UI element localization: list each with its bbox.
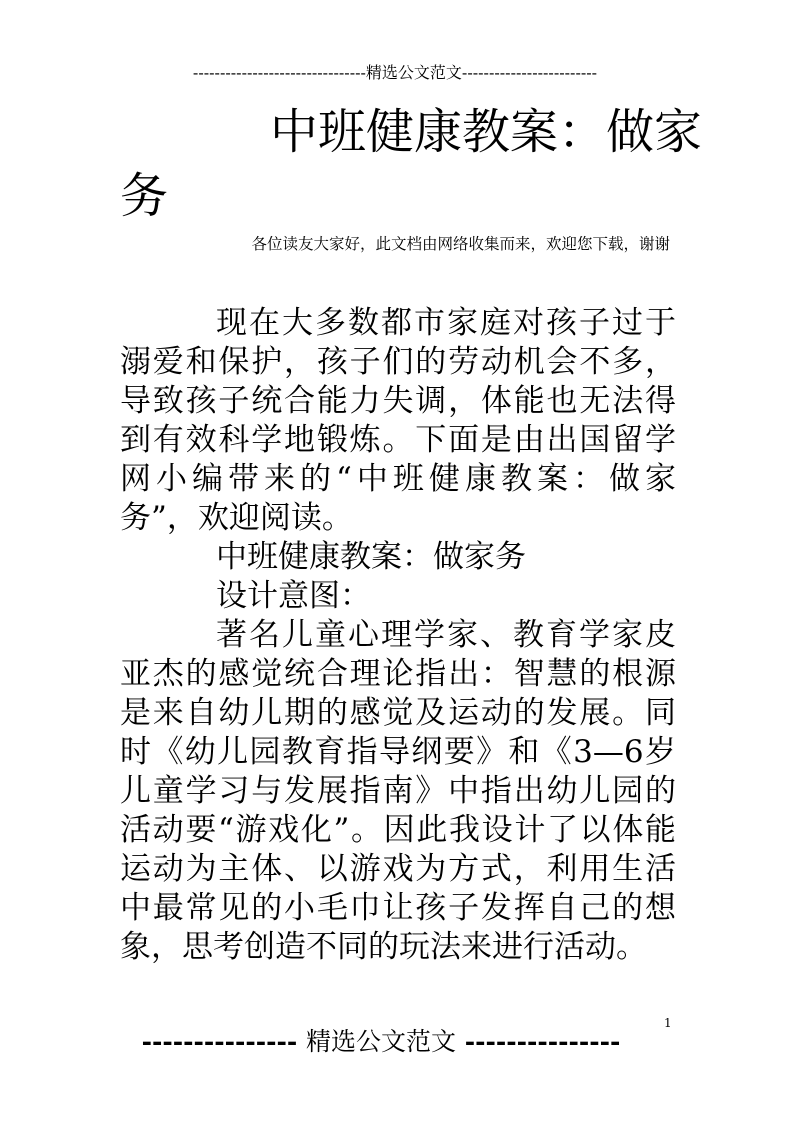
intro-paragraph: 现在大多数都市家庭对孩子过于溺爱和保护，孩子们的劳动机会不多，导致孩子统合能力失调，体能也无法得到有效科学地锻炼。下面是由出国留学网小编带来的“中班健康教案：做家务”，欢迎阅读。 bbox=[120, 305, 676, 536]
design-intent-heading: 设计意图： bbox=[216, 578, 371, 614]
page-number: 1 bbox=[664, 1016, 672, 1030]
footer-dashes-right: --------------- bbox=[464, 1027, 621, 1056]
section-heading: 中班健康教案：做家务 bbox=[216, 539, 526, 575]
document-subtitle: 各位读友大家好，此文档由网络收集而来，欢迎您下载，谢谢 bbox=[251, 235, 670, 253]
footer-text: 精选公文范文 bbox=[305, 1027, 456, 1056]
title-line-2: 务 bbox=[120, 168, 169, 224]
page-header: --------------------------------精选公文范文------------------------- bbox=[192, 63, 598, 82]
page-footer bbox=[120, 1022, 642, 1058]
document-title bbox=[120, 100, 703, 228]
footer-dashes-left: --------------- bbox=[141, 1027, 298, 1056]
document-body bbox=[120, 304, 676, 967]
title-line-1: 中班健康教案：做家 bbox=[270, 104, 703, 160]
design-intent-paragraph: 著名儿童心理学家、教育学家皮亚杰的感觉统合理论指出：智慧的根源是来自幼儿期的感觉及运动的发展。同时《幼儿园教育指导纲要》和《3—6岁儿童学习与发展指南》中指出幼儿园的活动要“游戏化”。因此我设计了以体能运动为主体、以游戏为方式，利用生活中最常见的小毛巾让孩子发挥自己的想象，思考创造不同的玩法来进行活动。 bbox=[120, 617, 676, 965]
